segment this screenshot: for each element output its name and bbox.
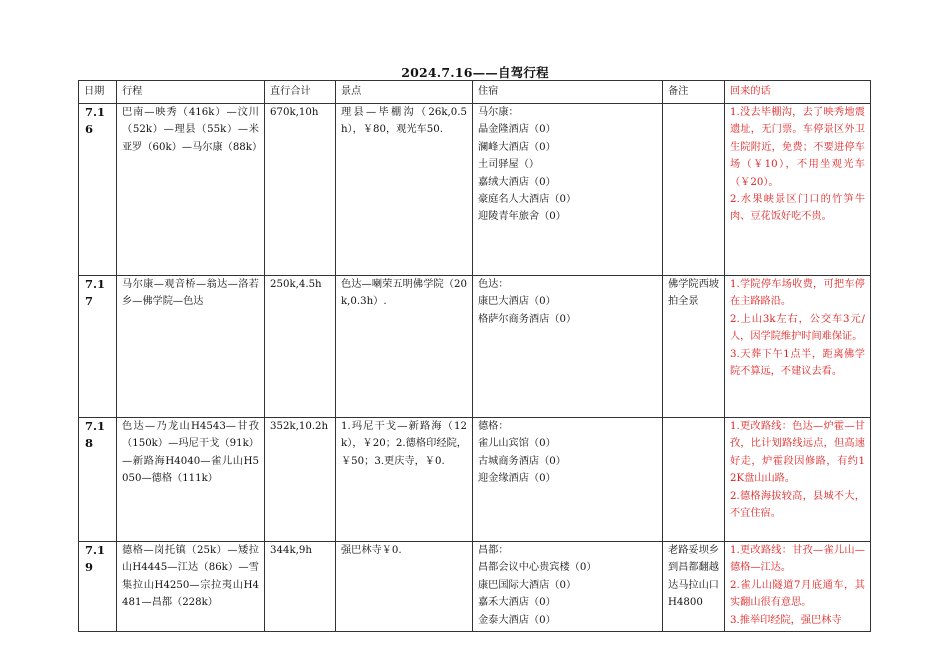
row-date: 7.16 (79, 104, 117, 276)
lodging-line: 雀儿山宾馆（0） (478, 438, 556, 450)
after-line: 3.推举印经院，强巴林寺 (730, 614, 842, 626)
row-after (725, 104, 871, 276)
after-line: 2.德格海拔较高，县城不大，不宜住宿。 (730, 490, 865, 520)
after-line: 2.水果峡景区门口的竹笋牛肉、豆花饭好吃不贵。 (730, 194, 865, 223)
lodging-line: 康巴大酒店（0） (478, 296, 556, 308)
row-note (663, 418, 725, 542)
after-line: 3.天葬下午1点半，距离佛学院不算远，不建议去看。 (730, 348, 865, 378)
row-lodging (473, 418, 663, 542)
row-total: 250k,4.5h (265, 276, 336, 418)
header-lodging: 住宿 (473, 81, 663, 104)
header-route: 行程 (117, 81, 265, 104)
row-note: 老路妥坝乡到昌都翻越达马拉山口H4800 (663, 542, 725, 632)
table-header-row (79, 81, 871, 104)
lodging-line: 昌都会议中心贵宾楼（0） (478, 562, 597, 574)
header-date: 日期 (79, 81, 117, 104)
table-row (79, 104, 871, 276)
after-clip (730, 542, 865, 628)
header-note: 备注 (663, 81, 725, 104)
table-row (79, 542, 871, 632)
row-route: 巴南—映秀（416k）—汶川（52k）—理县（55k）—米亚罗（60k）—马尔康（88k） (117, 104, 265, 276)
header-sights: 景点 (336, 81, 473, 104)
page-title: 2024.7.16——自驾行程 (401, 65, 549, 80)
row-sights: 1.玛尼干戈—新路海（12k），￥20；2.德格印经院，￥50；3.更庆寺，￥0. (336, 418, 473, 542)
header-total: 直行合计 (265, 81, 336, 104)
row-note (663, 104, 725, 276)
row-lodging (473, 542, 663, 632)
after-line: 2.上山3k左右，公交车3元/人，因学院维护时间难保证。 (730, 313, 865, 343)
lodging-line: 晶金隆酒店（0） (478, 124, 556, 136)
lodging-line: 澜峰大酒店（0） (478, 141, 556, 153)
row-lodging (473, 276, 663, 418)
lodging-line: 格萨尔商务酒店（0） (478, 313, 577, 325)
lodging-line: 嘉禾大酒店（0） (478, 597, 556, 609)
row-date: 7.19 (79, 542, 117, 632)
row-date: 7.18 (79, 418, 117, 542)
lodging-line: 色达： (478, 279, 509, 290)
row-note: 佛学院西坡拍全景 (663, 276, 725, 418)
lodging-line: 迎金缘酒店（0） (478, 473, 556, 485)
row-total: 344k,9h (265, 542, 336, 632)
row-route: 德格—岗托镇（25k）—矮拉山H4445—江达（86k）—雪集拉山H4250—宗拉夷山H4481—昌都（228k） (117, 542, 265, 632)
lodging-line: 金泰大酒店（0） (478, 614, 556, 626)
lodging-line: 古城商务酒店（0） (478, 455, 566, 467)
row-sights: 理县—毕棚沟（26k,0.5h），￥80，观光车50. (336, 104, 473, 276)
row-total: 352k,10.2h (265, 418, 336, 542)
after-line: 2.雀儿山隧道7月底通车，其实翻山很有意思。 (730, 579, 865, 609)
row-after (725, 418, 871, 542)
row-date: 7.17 (79, 276, 117, 418)
table-row (79, 418, 871, 542)
itinerary-table (78, 80, 871, 632)
row-route: 马尔康—观音桥—翁达—洛若乡—佛学院—色达 (117, 276, 265, 418)
lodging-line: 马尔康： (478, 107, 519, 118)
table-row (79, 276, 871, 418)
after-line: 1.学院停车场收费，可把车停在主路路沿。 (730, 279, 865, 308)
lodging-line: 豪庭名人大酒店（0） (478, 194, 577, 206)
row-after (725, 542, 871, 632)
row-after (725, 276, 871, 418)
row-route: 色达—乃龙山H4543—甘孜（150k）—玛尼干戈（91k）—新路海H4040—雀儿山H5050—德格（111k） (117, 418, 265, 542)
lodging-line: 昌都： (478, 545, 509, 556)
lodging-line: 德格： (478, 421, 509, 432)
header-after: 回来的话 (725, 81, 871, 104)
after-line: 1.更改路线：色达—炉霍—甘孜，比计划路线远点，但高速好走，炉霍段因修路，有约12K盘山山路。 (730, 421, 865, 485)
lodging-line: 嘉绒大酒店（0） (478, 176, 556, 188)
after-line: 1.更改路线：甘孜—雀儿山—德格—江达。 (730, 545, 865, 574)
lodging-line: 康巴国际大酒店（0） (478, 579, 577, 591)
row-sights: 色达—喇荣五明佛学院（20k,0.3h）. (336, 276, 473, 418)
row-total: 670k,10h (265, 104, 336, 276)
lodging-line: 迎陵青年旅舍（0） (478, 211, 566, 223)
row-sights: 强巴林寺￥0. (336, 542, 473, 632)
after-line: 1.没去毕棚沟，去了映秀地震遗址，无门票。车停景区外卫生院附近，免费；不要进停车场（￥10），不用坐观光车（￥20）。 (730, 107, 865, 188)
row-lodging (473, 104, 663, 276)
lodging-line: 土司驿屋（） (478, 159, 540, 171)
